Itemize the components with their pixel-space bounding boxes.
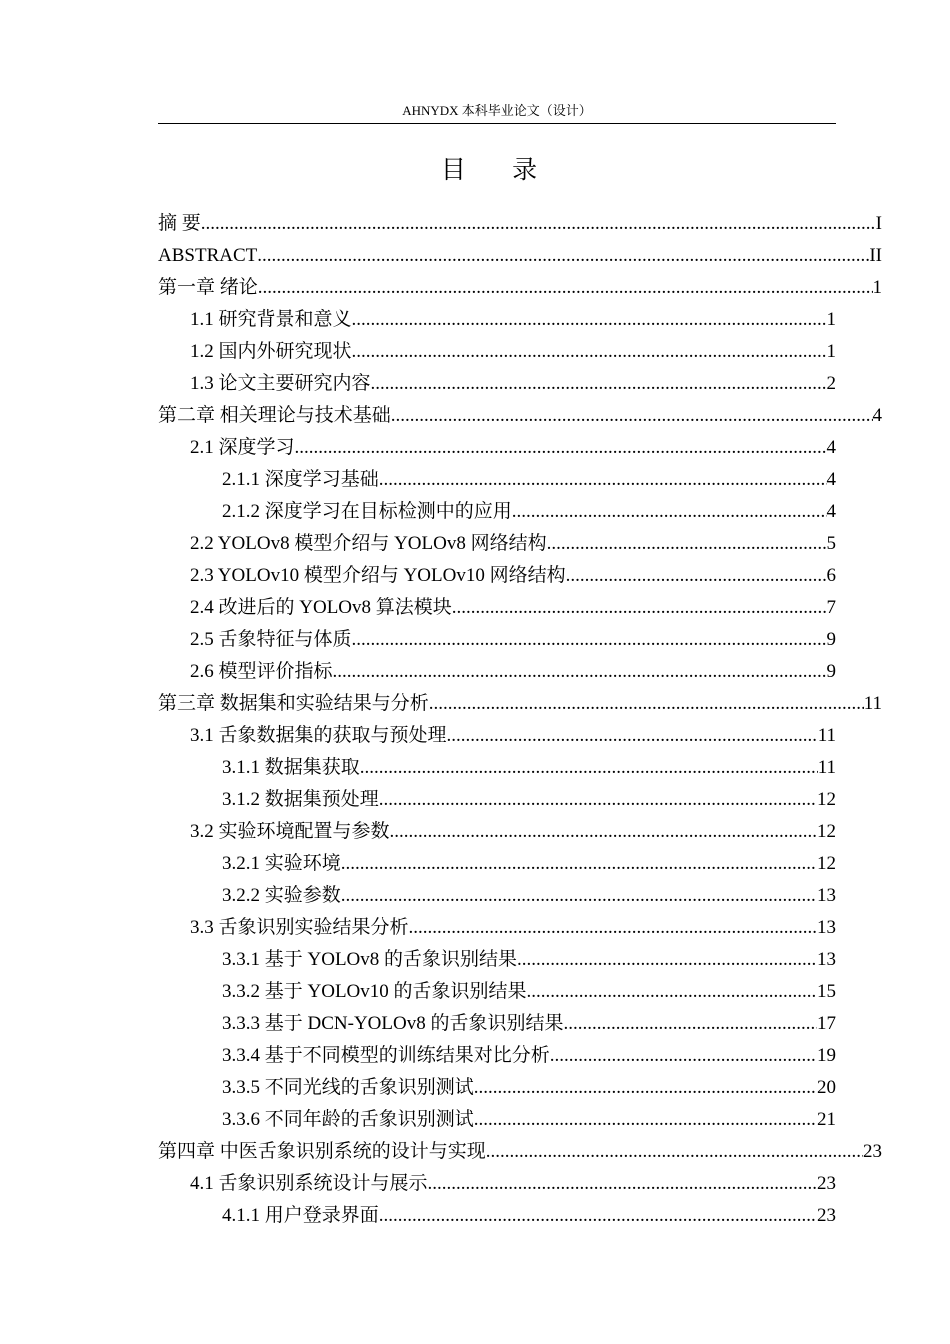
toc-entry-label: 3.3.3 基于 DCN-YOLOv8 的舌象识别结果: [222, 1013, 564, 1034]
toc-entry-page: 1: [826, 341, 836, 362]
toc-leader-dots: [371, 372, 827, 396]
toc-leader-dots: [352, 340, 827, 364]
toc-leader-dots: [527, 980, 817, 1004]
toc-leader-dots: [474, 1076, 817, 1100]
toc-entry-page: 4: [826, 501, 836, 522]
toc-entry[interactable]: [158, 268, 882, 300]
toc-leader-dots: [360, 756, 818, 780]
toc-title: 目 录: [440, 157, 558, 184]
toc-entry-label: 2.1 深度学习: [190, 437, 295, 458]
toc-entry-page: 2: [826, 373, 836, 394]
toc-entry-label: 第四章 中医舌象识别系统的设计与实现: [158, 1141, 486, 1162]
toc-entry[interactable]: [190, 364, 836, 396]
toc-entry[interactable]: [222, 748, 836, 780]
page-header: AHNYDX 本科毕业论文（设计）: [402, 103, 592, 118]
toc-leader-dots: [550, 1044, 817, 1068]
toc-entry-label: 3.3.4 基于不同模型的训练结果对比分析: [222, 1045, 550, 1066]
toc-entry[interactable]: [222, 780, 836, 812]
toc-leader-dots: [390, 820, 817, 844]
toc-leader-dots: [379, 468, 827, 492]
toc-leader-dots: [201, 212, 876, 236]
toc-entry-label: 4.1 舌象识别系统设计与展示: [190, 1173, 428, 1194]
toc-leader-dots: [379, 788, 817, 812]
toc-entry[interactable]: [222, 1196, 836, 1228]
toc-leader-dots: [257, 244, 869, 268]
toc-entry-page: 13: [817, 917, 836, 938]
toc-entry[interactable]: [222, 1036, 836, 1068]
toc-entry-page: 23: [817, 1205, 836, 1226]
toc-entry-page: 4: [826, 469, 836, 490]
toc-entry-page: 11: [817, 725, 836, 746]
toc-entry-page: 11: [817, 757, 836, 778]
toc-entry-label: 2.3 YOLOv10 模型介绍与 YOLOv10 网络结构: [190, 565, 566, 586]
toc-leader-dots: [428, 1172, 817, 1196]
toc-entry[interactable]: [222, 1068, 836, 1100]
toc-entry[interactable]: [158, 204, 882, 236]
toc-entry-page: I: [875, 213, 882, 234]
toc-entry-page: 19: [817, 1045, 836, 1066]
toc-entry-page: 12: [817, 853, 836, 874]
toc-leader-dots: [447, 724, 818, 748]
toc-leader-dots: [474, 1108, 817, 1132]
toc-entry-page: 11: [863, 693, 882, 714]
toc-entry-page: 1: [872, 277, 882, 298]
toc-entry-label: 1.3 论文主要研究内容: [190, 373, 371, 394]
toc-leader-dots: [379, 1204, 817, 1228]
toc-entry-page: 15: [817, 981, 836, 1002]
toc-entry[interactable]: [190, 812, 836, 844]
toc-entry-page: 13: [817, 885, 836, 906]
toc-entry[interactable]: [222, 940, 836, 972]
toc-entry-label: 3.3.5 不同光线的舌象识别测试: [222, 1077, 474, 1098]
toc-entry-label: 1.2 国内外研究现状: [190, 341, 352, 362]
toc-entry[interactable]: [222, 844, 836, 876]
toc-entry-page: 4: [872, 405, 882, 426]
header-rule: [158, 123, 836, 124]
toc-entry[interactable]: [190, 652, 836, 684]
toc-entry-page: 7: [826, 597, 836, 618]
toc-entry-label: 4.1.1 用户登录界面: [222, 1205, 379, 1226]
toc-entry-label: 3.3.6 不同年龄的舌象识别测试: [222, 1109, 474, 1130]
toc-entry[interactable]: [190, 620, 836, 652]
toc-entry-label: 3.3.2 基于 YOLOv10 的舌象识别结果: [222, 981, 527, 1002]
toc-entry[interactable]: [190, 300, 836, 332]
toc-entry-page: 21: [817, 1109, 836, 1130]
toc-entry[interactable]: [158, 1132, 882, 1164]
toc-entry-label: 3.3.1 基于 YOLOv8 的舌象识别结果: [222, 949, 518, 970]
toc-leader-dots: [429, 692, 864, 716]
toc-leader-dots: [352, 308, 827, 332]
toc-entry-page: 9: [826, 661, 836, 682]
toc-leader-dots: [295, 436, 827, 460]
toc-entry-label: 3.2.2 实验参数: [222, 885, 341, 906]
toc-leader-dots: [352, 628, 827, 652]
toc-entry-page: 5: [826, 533, 836, 554]
toc-entry-label: 2.4 改进后的 YOLOv8 算法模块: [190, 597, 452, 618]
toc-entry-label: 3.3 舌象识别实验结果分析: [190, 917, 409, 938]
toc-entry-label: 3.1.2 数据集预处理: [222, 789, 379, 810]
toc-entry-page: 23: [863, 1141, 882, 1162]
toc-entry[interactable]: [158, 396, 882, 428]
toc-leader-dots: [333, 660, 827, 684]
toc-entry[interactable]: [190, 1164, 836, 1196]
toc-leader-dots: [409, 916, 817, 940]
toc-entry[interactable]: [190, 908, 836, 940]
toc-entry[interactable]: [190, 556, 836, 588]
toc-entry[interactable]: [222, 876, 836, 908]
toc-entry-label: ABSTRACT: [158, 245, 258, 266]
toc-leader-dots: [566, 564, 827, 588]
toc-leader-dots: [391, 404, 873, 428]
toc-entry-label: 2.5 舌象特征与体质: [190, 629, 352, 650]
toc-entry-label: 2.1.2 深度学习在目标检测中的应用: [222, 501, 512, 522]
toc-leader-dots: [517, 948, 817, 972]
toc-leader-dots: [452, 596, 827, 620]
toc-entry-label: 3.1 舌象数据集的获取与预处理: [190, 725, 447, 746]
toc-entry-page: 1: [826, 309, 836, 330]
toc-leader-dots: [512, 500, 827, 524]
toc-entry-label: 第三章 数据集和实验结果与分析: [158, 693, 429, 714]
toc-entry[interactable]: [190, 332, 836, 364]
toc-entry-label: 2.2 YOLOv8 模型介绍与 YOLOv8 网络结构: [190, 533, 547, 554]
toc-entry[interactable]: [190, 524, 836, 556]
toc-entry[interactable]: [190, 716, 836, 748]
toc-leader-dots: [341, 884, 817, 908]
toc-entry[interactable]: [222, 492, 836, 524]
toc-entry-page: 12: [817, 821, 836, 842]
toc-entry-page: 4: [826, 437, 836, 458]
toc-leader-dots: [258, 276, 873, 300]
toc-entry-page: 9: [826, 629, 836, 650]
toc-entry[interactable]: [158, 684, 882, 716]
toc-entry-label: 第一章 绪论: [158, 277, 258, 298]
toc-entry-page: II: [869, 245, 882, 266]
toc-entry[interactable]: [190, 428, 836, 460]
toc-leader-dots: [341, 852, 817, 876]
toc-entry-label: 1.1 研究背景和意义: [190, 309, 352, 330]
toc-leader-dots: [547, 532, 827, 556]
toc-leader-dots: [563, 1012, 817, 1036]
toc-entry-page: 6: [826, 565, 836, 586]
toc-entry-label: 摘 要: [158, 213, 201, 234]
toc-entry-page: 12: [817, 789, 836, 810]
toc-entry-label: 2.1.1 深度学习基础: [222, 469, 379, 490]
toc-entry-page: 20: [817, 1077, 836, 1098]
toc-entry-label: 第二章 相关理论与技术基础: [158, 405, 391, 426]
toc-entry-label: 3.2 实验环境配置与参数: [190, 821, 390, 842]
toc-entry-page: 17: [817, 1013, 836, 1034]
toc-entry-label: 3.2.1 实验环境: [222, 853, 341, 874]
toc-entry[interactable]: [222, 1100, 836, 1132]
toc-entry-label: 3.1.1 数据集获取: [222, 757, 360, 778]
toc-entry-page: 13: [817, 949, 836, 970]
toc-entry[interactable]: [222, 1004, 836, 1036]
toc-entry-label: 2.6 模型评价指标: [190, 661, 333, 682]
toc-entry-page: 23: [817, 1173, 836, 1194]
toc-leader-dots: [486, 1140, 863, 1164]
toc-entry[interactable]: [158, 236, 882, 268]
toc-entry[interactable]: [190, 588, 836, 620]
toc-entry[interactable]: [222, 460, 836, 492]
toc-entry[interactable]: [222, 972, 836, 1004]
